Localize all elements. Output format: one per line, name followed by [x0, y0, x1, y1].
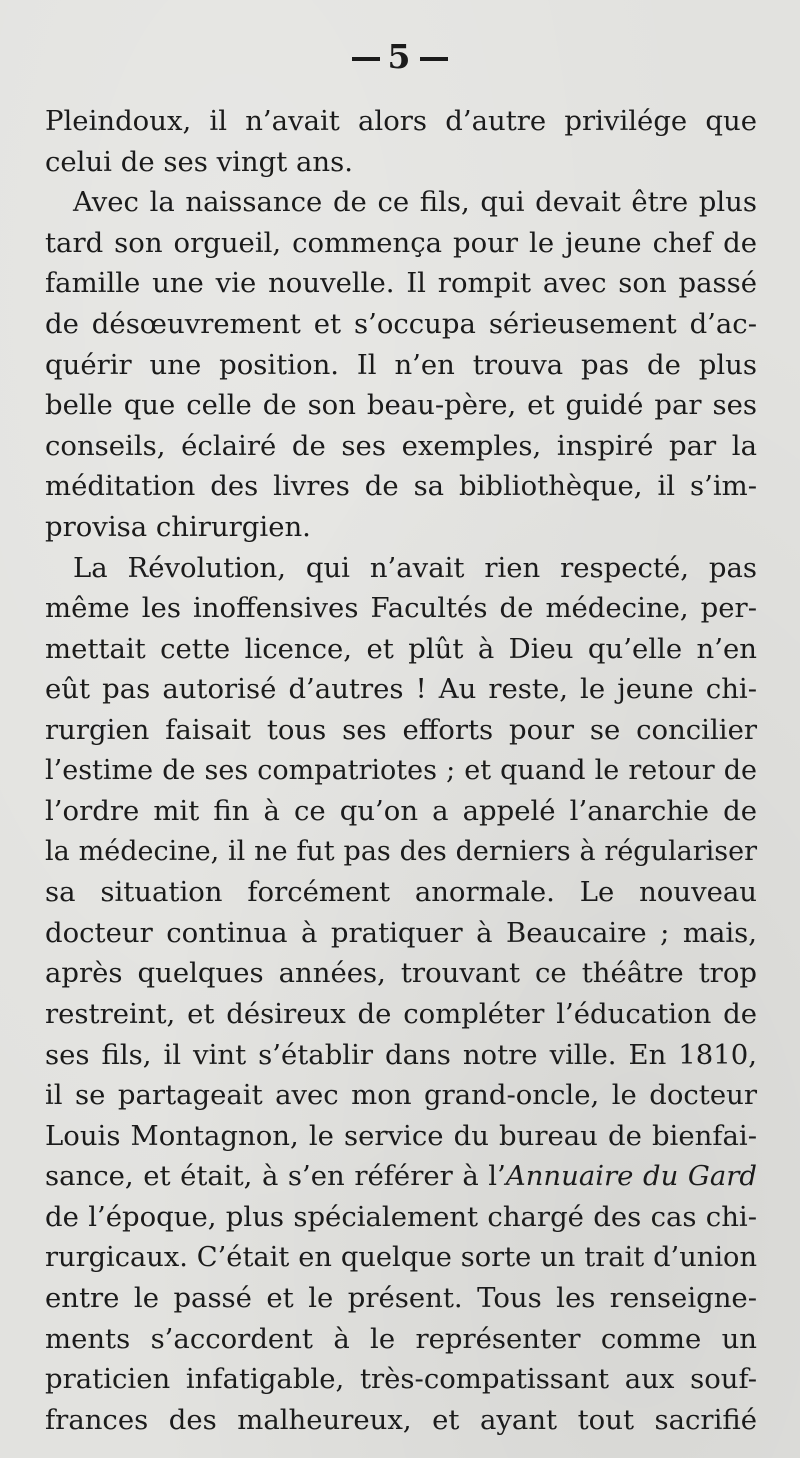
text-line-content: l’ordre mit fin à ce qu’on a appelé l’anarchie de: [45, 795, 757, 828]
left-dash: [352, 57, 380, 61]
text-line: [45, 142, 757, 183]
text-line-content: Avec la naissance de ce fils, qui devait être plus: [73, 186, 757, 219]
text-line-content: frances des malheureux, et ayant tout sacrifié: [45, 1404, 757, 1436]
text-line-content: de l’époque, plus spécialement chargé des cas chi-: [45, 1201, 757, 1234]
text-line: [45, 710, 757, 751]
right-dash: [420, 57, 448, 61]
text-line-content: belle que celle de son beau-père, et guidé par ses: [45, 389, 757, 422]
text-line: [45, 629, 757, 670]
text-line-content: après quelques années, trouvant ce théâtre trop: [45, 957, 757, 990]
text-line: [45, 994, 757, 1035]
text-line: [45, 751, 757, 792]
text-line: [45, 872, 757, 913]
text-line: [45, 1359, 757, 1400]
text-line: [45, 385, 757, 426]
text-line-content: La Révolution, qui n’avait rien respecté, pas: [73, 551, 757, 584]
text-line: [45, 669, 757, 710]
text-line-content: celui de ses vingt ans.: [45, 145, 353, 178]
text-line: [45, 1035, 757, 1076]
text-line: [45, 1075, 757, 1116]
text-line-content: rurgicaux. C’était en quelque sorte un trait d’union: [45, 1241, 757, 1273]
text-line-content: quérir une position. Il n’en trouva pas de plus: [45, 348, 757, 381]
text-line: [45, 466, 757, 507]
text-line: [45, 1238, 757, 1279]
text-line-content: même les inoffensives Facultés de médecine, per-: [45, 592, 757, 625]
text-line: [45, 1116, 757, 1157]
page-number-header: [0, 37, 800, 76]
text-line-content: la médecine, il ne fut pas des derniers à régulariser: [45, 835, 757, 867]
text-line: [45, 1197, 757, 1238]
text-line: [45, 223, 757, 264]
text-line: [45, 1278, 757, 1319]
text-line-content: méditation des livres de sa bibliothèque, il s’im-: [45, 470, 757, 503]
text-line-content: sance, et était, à s’en référer à l’: [45, 1160, 506, 1193]
text-line-content: Pleindoux, il n’avait alors d’autre privilége que: [45, 105, 757, 137]
text-line-content: Louis Montagnon, le service du bureau de bienfai-: [45, 1119, 757, 1152]
text-line: [45, 101, 757, 142]
text-line: [45, 1400, 757, 1441]
text-line-content: de désœuvrement et s’occupa sérieusement d’ac-: [45, 307, 757, 340]
body-text: [45, 101, 757, 1441]
text-line: [45, 507, 757, 548]
text-line: [45, 304, 757, 345]
text-line-content: docteur continua à pratiquer à Beaucaire ; mais,: [45, 916, 757, 949]
text-line-content: tard son orgueil, commença pour le jeune chef de: [45, 226, 757, 259]
text-line: [45, 426, 757, 467]
page-number: 5: [387, 37, 413, 76]
text-line: [45, 548, 757, 589]
text-line: [45, 263, 757, 304]
text-line-content: eût pas autorisé d’autres ! Au reste, le jeune chi-: [45, 673, 757, 706]
text-line: [45, 1156, 757, 1197]
text-line-content: ses fils, il vint s’établir dans notre ville. En 1810,: [45, 1038, 757, 1071]
text-line-content: l’estime de ses compatriotes ; et quand le retour de: [45, 754, 757, 786]
text-line: [45, 588, 757, 629]
text-line-content: entre le passé et le présent. Tous les renseigne-: [45, 1282, 757, 1315]
italic-title: Annuaire du Gard: [505, 1160, 757, 1193]
text-line: [45, 182, 757, 223]
text-line: [45, 953, 757, 994]
text-line: [45, 832, 757, 873]
text-line-content: praticien infatigable, très-compatissant aux souf-: [45, 1363, 757, 1396]
text-line: [45, 913, 757, 954]
text-line: [45, 791, 757, 832]
text-line-content: rurgien faisait tous ses efforts pour se concilier: [45, 713, 757, 746]
text-line-content: mettait cette licence, et plût à Dieu qu’elle n’en: [45, 632, 757, 665]
text-line-content: restreint, et désireux de compléter l’éducation de: [45, 998, 757, 1031]
text-line: [45, 345, 757, 386]
text-line-content: provisa chirurgien.: [45, 510, 311, 543]
text-line-content: famille une vie nouvelle. Il rompit avec son passé: [45, 267, 757, 300]
text-line-content: sa situation forcément anormale. Le nouveau: [45, 876, 757, 909]
text-line: [45, 1319, 757, 1360]
text-line-content: ments s’accordent à le représenter comme un: [45, 1322, 757, 1355]
text-line-content: il se partageait avec mon grand-oncle, le docteur: [45, 1079, 757, 1112]
text-line-content: conseils, éclairé de ses exemples, inspiré par la: [45, 429, 757, 462]
